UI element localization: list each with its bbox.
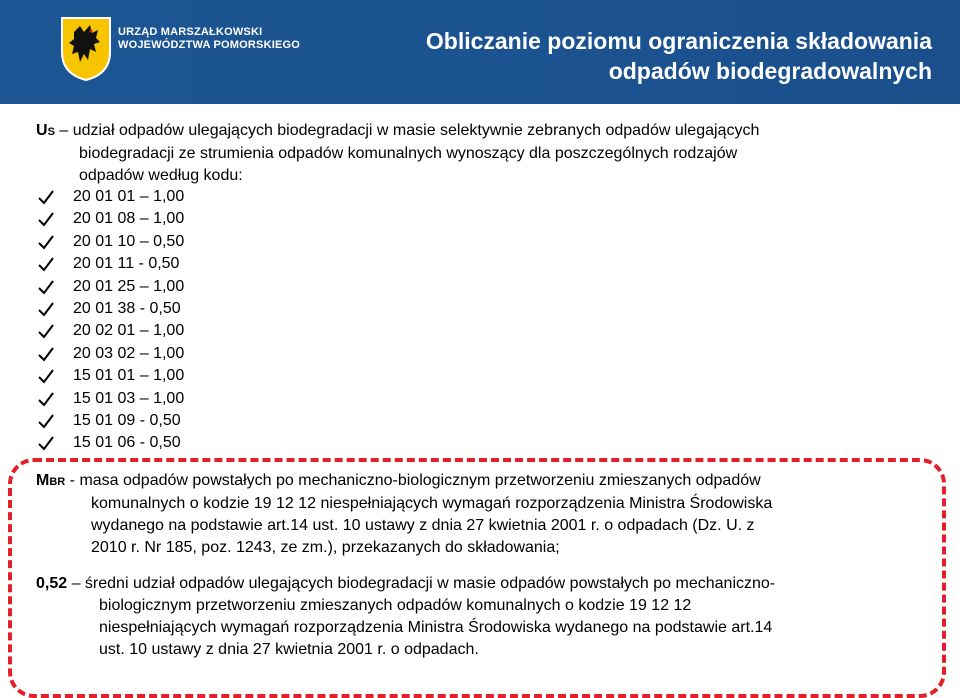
mbr-definition (36, 470, 916, 559)
waste-code-item (36, 186, 184, 208)
mbr-line-3: wydanego na podstawie art.14 ust. 10 ustawy z dnia 27 kwietnia 2001 r. o odpadach (Dz. U. z (91, 517, 755, 534)
waste-code-item (36, 208, 184, 230)
factor-value: 0,52 (36, 575, 68, 592)
checkmark-icon (38, 189, 54, 205)
checkmark-icon (38, 323, 54, 339)
waste-code-text: 20 01 08 – 1,00 (73, 210, 185, 228)
checkmark-icon (38, 413, 54, 429)
logo-line-1: URZĄD MARSZAŁKOWSKI (118, 26, 263, 38)
checkmark-icon (38, 368, 54, 384)
logo-line-2: WOJEWÓDZTWA POMORSKIEGO (118, 39, 301, 51)
factor-definition (36, 573, 916, 661)
checkmark-icon (38, 301, 54, 317)
waste-code-item (36, 432, 184, 454)
waste-code-text: 20 01 11 - 0,50 (73, 255, 180, 273)
waste-code-item (36, 298, 184, 320)
title-line-1: Obliczanie poziomu ograniczenia składowania (425, 28, 932, 54)
waste-code-item (36, 231, 184, 253)
waste-code-item (36, 388, 184, 410)
waste-code-text: 15 01 01 – 1,00 (73, 367, 185, 385)
checkmark-icon (38, 435, 54, 451)
waste-code-item (36, 410, 184, 432)
mbr-line-2: komunalnych o kodzie 19 12 12 niespełniających wymagań rozporządzenia Ministra Środowiska (91, 495, 773, 512)
institution-logo (60, 16, 301, 82)
waste-code-text: 15 01 06 - 0,50 (73, 434, 181, 452)
title-line-2: odpadów biodegradowalnych (608, 58, 932, 84)
waste-code-text: 15 01 03 – 1,00 (73, 389, 185, 407)
factor-line-4: ust. 10 ustawy z dnia 27 kwietnia 2001 r. o odpadach. (99, 641, 479, 658)
waste-code-text: 20 01 01 – 1,00 (73, 188, 185, 205)
waste-code-item (36, 320, 184, 342)
waste-code-text: 20 02 01 – 1,00 (73, 322, 185, 340)
factor-line-3: niespełniających wymagań rozporządzenia Ministra Środowiska wydanego na podstawie art.14 (99, 619, 773, 636)
checkmark-icon (38, 234, 54, 250)
factor-line-2: biologicznym przetworzeniu zmieszanych odpadów komunalnych o kodzie 19 12 12 (99, 597, 692, 614)
mbr-line-4: 2010 r. Nr 185, poz. 1243, ze zm.), przekazanych do składowania; (91, 539, 560, 556)
checkmark-icon (38, 211, 54, 227)
waste-code-text: 15 01 09 - 0,50 (73, 412, 181, 430)
checkmark-icon (38, 279, 54, 295)
us-line-1: – udział odpadów ulegających biodegradacji w masie selektywnie zebranych odpadów ulegających (54, 122, 760, 139)
waste-code-item (36, 365, 184, 387)
waste-code-item (36, 276, 184, 298)
waste-code-item (36, 253, 184, 275)
header-bar (0, 0, 960, 104)
waste-code-text: 20 01 38 - 0,50 (73, 300, 181, 318)
us-symbol: US (36, 122, 55, 139)
waste-code-text: 20 01 10 – 0,50 (73, 232, 185, 250)
checkmark-icon (38, 256, 54, 272)
mbr-line-1: - masa odpadów powstałych po mechaniczno-biologicznym przetworzeniu zmieszanych odpadów (65, 472, 761, 489)
us-line-2: biodegradacji ze strumienia odpadów komunalnych wynoszący dla poszczególnych rodzajów (79, 145, 738, 162)
us-definition (36, 120, 936, 187)
waste-code-text: 20 03 02 – 1,00 (73, 344, 185, 362)
mbr-symbol: MBR (36, 472, 66, 489)
waste-code-item (36, 343, 184, 365)
waste-code-list (36, 186, 184, 455)
logo-text (118, 26, 300, 52)
coat-of-arms-icon (60, 16, 112, 82)
page-title (372, 26, 932, 86)
checkmark-icon (38, 346, 54, 362)
waste-code-text: 20 01 25 – 1,00 (73, 277, 185, 295)
checkmark-icon (38, 391, 54, 407)
factor-line-1: – średni udział odpadów ulegających biodegradacji w masie odpadów powstałych po mechaniczno- (67, 575, 776, 592)
us-line-3: odpadów według kodu: (79, 167, 243, 184)
